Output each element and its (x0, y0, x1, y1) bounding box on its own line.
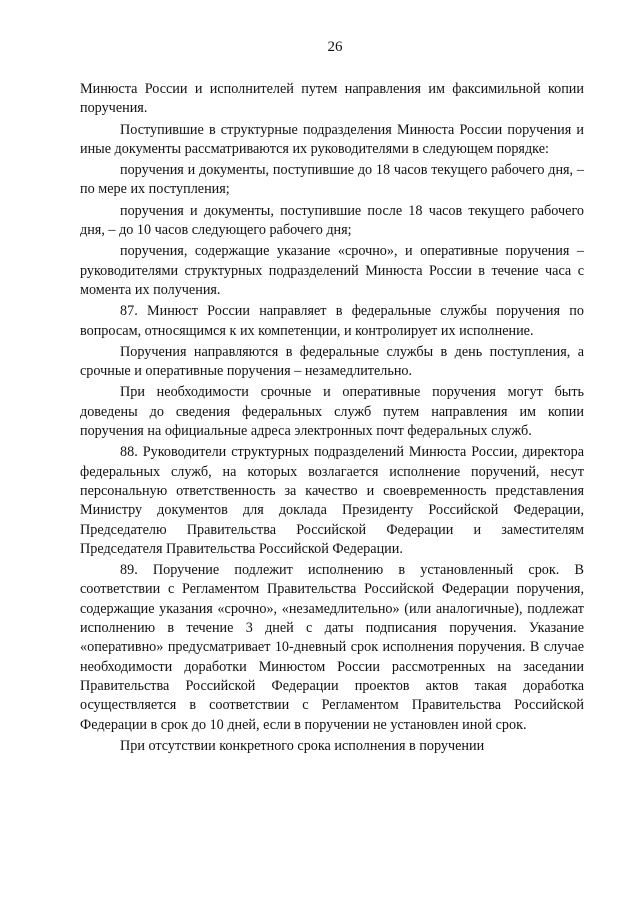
paragraph-89: 89. Поручение подлежит исполнению в установленный срок. В соответствии с Регламентом Правительства Российской Федерации поручения, содержащие указания «срочно», «незамедлительно» (или аналогичные), подлежат исполнению в течение 3 дней с даты подписания поручения. Указание «оперативно» предусматривает 10-дневный срок исполнения поручения. В случае необходимости доработки Минюстом России рассмотренных на заседании Правительства Российской Федерации проектов актов такая доработка осуществляется в соответствии с Регламентом Правительства Российской Федерации в срок до 10 дней, если в поручении не установлен иной срок. (80, 562, 584, 733)
paragraph-88: 88. Руководители структурных подразделений Минюста России, директора федеральных служб, на которых возлагается исполнение поручений, несут персональную ответственность за качество и своевременность представления Министру документов для доклада Президенту Российской Федерации, Председателю Правительства Российской Федерации и заместителям Председателя Правительства Российской Федерации. (80, 444, 584, 557)
paragraph-87-email: При необходимости срочные и оперативные поручения могут быть доведены до сведения федеральных служб путем направления им копии поручения на официальные адреса электронных почт федеральных служб. (80, 384, 584, 440)
paragraph-incoming-order: Поступившие в структурные подразделения Минюста России поручения и иные документы рассматриваются их руководителями в следующем порядке: (80, 121, 584, 157)
paragraph-87-same-day: Поручения направляются в федеральные службы в день поступления, а срочные и оперативные поручения – незамедлительно. (80, 343, 584, 380)
paragraph-no-deadline: При отсутствии конкретного срока исполнения в поручении (120, 737, 485, 754)
paragraph-87: 87. Минюст России направляет в федеральные службы поручения по вопросам, относящимся к их компетенции, и контролирует их исполнение. (80, 303, 584, 339)
paragraph-after-18: поручения и документы, поступившие после 18 часов текущего рабочего дня, – до 10 часов следующего рабочего дня; (80, 202, 584, 239)
paragraph-continuation: Минюста России и исполнителей путем направления им факсимильной копии поручения. (80, 81, 584, 117)
document-body (80, 80, 584, 756)
paragraph-urgent: поручения, содержащие указание «срочно», и оперативные поручения – руководителями структурных подразделений Минюста России в течение часа с момента их получения. (80, 243, 584, 298)
paragraph-before-18: поручения и документы, поступившие до 18 часов текущего рабочего дня, – по мере их поступления; (80, 162, 584, 198)
page-number: 26 (327, 39, 343, 55)
